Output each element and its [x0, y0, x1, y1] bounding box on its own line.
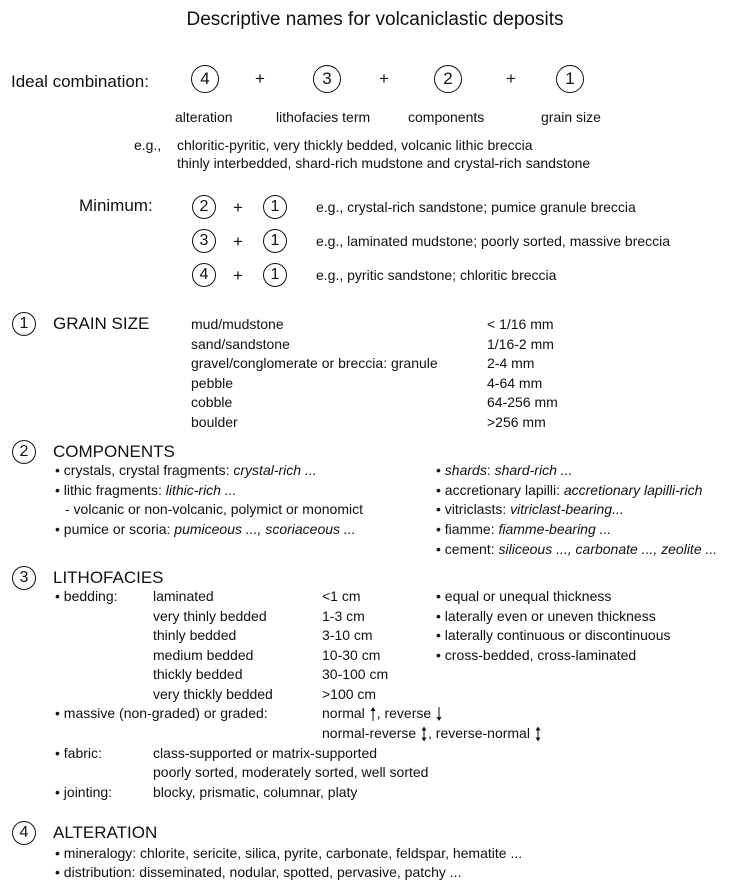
bullet: • — [55, 462, 60, 478]
plus-sign: + — [233, 198, 243, 217]
bullet: • — [55, 745, 60, 761]
grain-name: gravel/conglomerate or breccia: granule — [191, 355, 438, 371]
section-number-1: 1 — [12, 312, 36, 336]
ideal-example-1: chloritic-pyritic, very thickly bedded, volcanic lithic breccia — [177, 137, 533, 153]
grain-size-value: < 1/16 mm — [487, 316, 554, 332]
ideal-combination-label: Ideal combination: — [11, 72, 149, 91]
section-number-2: 2 — [12, 440, 36, 464]
grain-name: mud/mudstone — [191, 316, 284, 332]
arrow-down-icon — [435, 706, 443, 722]
fabric-line: class-supported or matrix-supported — [153, 745, 378, 761]
bedding-note: • laterally even or uneven thickness — [436, 608, 656, 624]
term-alteration: alteration — [175, 109, 233, 125]
grain-size-value: 4-64 mm — [487, 375, 543, 391]
grain-size-value: >256 mm — [487, 414, 546, 430]
grain-name: sand/sandstone — [191, 336, 290, 352]
massive-label: • massive (non-graded) or graded: — [55, 705, 268, 721]
component-item: • vitriclasts: vitriclast-bearing... — [436, 501, 624, 517]
component-item: • accretionary lapilli: accretionary lapilli-rich — [436, 482, 703, 498]
component-item: • shards: shard-rich ... — [436, 462, 573, 478]
circle-number-3: 3 — [192, 229, 216, 253]
bedding-name: laminated — [153, 588, 214, 604]
alteration-item: • distribution: disseminated, nodular, spotted, pervasive, patchy ... — [55, 864, 462, 880]
alteration-heading: ALTERATION — [53, 823, 158, 842]
minimum-example-2: e.g., laminated mudstone; poorly sorted, massive breccia — [316, 233, 671, 249]
component-item: • crystals, crystal fragments: crystal-rich ... — [55, 462, 317, 478]
bullet: • — [436, 627, 441, 643]
lithofacies-heading: LITHOFACIES — [53, 568, 164, 587]
grading-types-2: normal-reverse , reverse-normal — [322, 725, 542, 742]
bullet: • — [436, 588, 441, 604]
jointing-label: • jointing: — [55, 784, 113, 800]
bedding-name: thinly bedded — [153, 627, 237, 643]
fabric-label: • fabric: — [55, 745, 102, 761]
grain-size-value: 2-4 mm — [487, 355, 535, 371]
circle-number-4: 4 — [192, 263, 216, 287]
circle-number-1: 1 — [556, 65, 584, 93]
bedding-size: >100 cm — [322, 686, 377, 702]
grading-types-1: normal , reverse — [322, 705, 443, 722]
component-item: • cement: siliceous ..., carbonate ..., zeolite ... — [436, 541, 718, 557]
grain-size-value: 1/16-2 mm — [487, 336, 554, 352]
section-number-4: 4 — [12, 821, 36, 845]
bullet: • — [55, 482, 60, 498]
bedding-size: 3-10 cm — [322, 627, 373, 643]
circle-number-1: 1 — [263, 229, 287, 253]
bullet: • — [436, 647, 441, 663]
grain-size-heading: GRAIN SIZE — [53, 314, 150, 333]
bedding-size: <1 cm — [322, 588, 361, 604]
section-number-3: 3 — [12, 566, 36, 590]
circle-number-2: 2 — [192, 195, 216, 219]
bullet: • — [55, 705, 60, 721]
bedding-size: 10-30 cm — [322, 647, 381, 663]
plus-sign: + — [233, 266, 243, 285]
bullet: • — [55, 864, 60, 880]
bullet: • — [436, 462, 441, 478]
minimum-example-1: e.g., crystal-rich sandstone; pumice granule breccia — [316, 199, 636, 215]
bullet: • — [436, 541, 441, 557]
bedding-label: • bedding: — [55, 588, 118, 604]
minimum-example-3: e.g., pyritic sandstone; chloritic breccia — [316, 267, 557, 283]
component-item: • pumice or scoria: pumiceous ..., scoriaceous ... — [55, 521, 356, 537]
bedding-name: very thickly bedded — [153, 686, 273, 702]
eg-label: e.g., — [134, 137, 162, 153]
circle-number-4: 4 — [191, 65, 219, 93]
bullet: • — [436, 482, 441, 498]
arrow-up-icon — [369, 706, 377, 722]
circle-number-2: 2 — [434, 65, 462, 93]
alteration-item: • mineralogy: chlorite, sericite, silica, pyrite, carbonate, feldspar, hematite ... — [55, 845, 523, 861]
plus-sign: + — [379, 69, 389, 88]
grain-name: cobble — [191, 394, 233, 410]
arrow-up-down-icon — [420, 726, 428, 742]
bedding-note: • equal or unequal thickness — [436, 588, 612, 604]
bullet: • — [436, 501, 441, 517]
bullet: • — [436, 521, 441, 537]
component-item: • lithic fragments: lithic-rich ... — [55, 482, 237, 498]
plus-sign: + — [233, 232, 243, 251]
component-item: • fiamme: fiamme-bearing ... — [436, 521, 612, 537]
term-lithofacies: lithofacies term — [276, 109, 371, 125]
plus-sign: + — [255, 69, 265, 88]
bedding-size: 30-100 cm — [322, 666, 389, 682]
arrow-down-up-icon — [534, 726, 542, 742]
bedding-note: • laterally continuous or discontinuous — [436, 627, 671, 643]
circle-number-1: 1 — [263, 195, 287, 219]
jointing-values: blocky, prismatic, columnar, platy — [153, 784, 358, 800]
components-heading: COMPONENTS — [53, 442, 175, 461]
component-subitem: - volcanic or non-volcanic, polymict or monomict — [65, 501, 363, 517]
grain-size-value: 64-256 mm — [487, 394, 558, 410]
circle-number-3: 3 — [313, 65, 341, 93]
bullet: • — [55, 521, 60, 537]
page-title: Descriptive names for volcaniclastic deposits — [186, 9, 564, 30]
bullet: • — [55, 845, 60, 861]
circle-number-1: 1 — [263, 263, 287, 287]
bullet: • — [55, 588, 60, 604]
grain-name: pebble — [191, 375, 234, 391]
ideal-example-2: thinly interbedded, shard-rich mudstone and crystal-rich sandstone — [177, 155, 591, 171]
term-components: components — [408, 109, 485, 125]
grain-name: boulder — [191, 414, 238, 430]
bedding-size: 1-3 cm — [322, 608, 365, 624]
bedding-name: medium bedded — [153, 647, 254, 663]
plus-sign: + — [506, 69, 516, 88]
bullet: • — [436, 608, 441, 624]
term-grain-size: grain size — [541, 109, 601, 125]
bullet: • — [55, 784, 60, 800]
bedding-name: very thinly bedded — [153, 608, 267, 624]
minimum-label: Minimum: — [79, 196, 153, 215]
bedding-name: thickly bedded — [153, 666, 243, 682]
bedding-note: • cross-bedded, cross-laminated — [436, 647, 637, 663]
fabric-line: poorly sorted, moderately sorted, well sorted — [153, 764, 429, 780]
